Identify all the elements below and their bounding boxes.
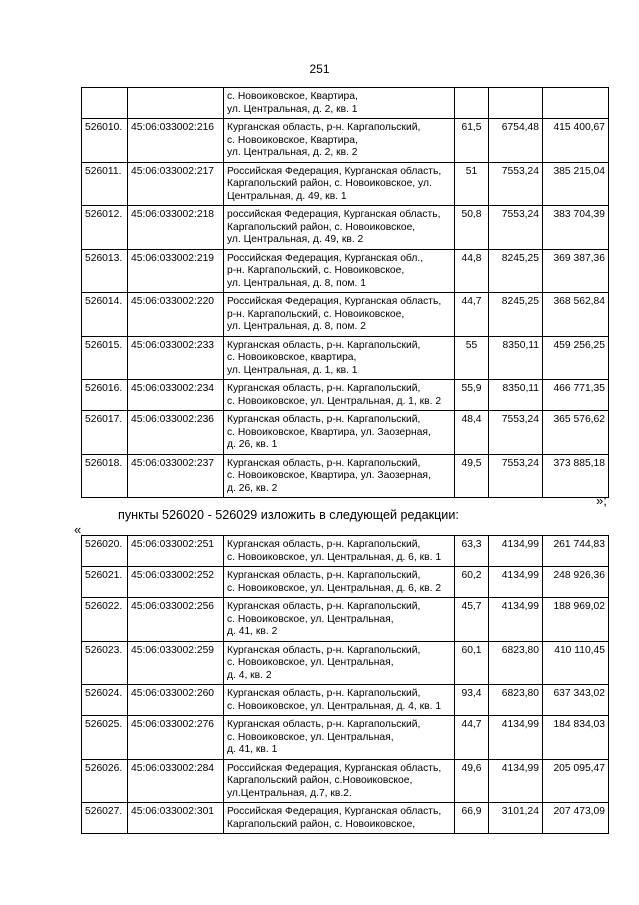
address-line: д. 4, кв. 2 [227, 669, 272, 681]
area-cell [455, 88, 489, 119]
address-line: Центральная, д. 49, кв. 1 [227, 190, 347, 202]
cadastral-number-cell: 45:06:033002:236 [128, 411, 224, 455]
area-cell: 45,7 [455, 598, 489, 642]
cadastral-number-cell: 45:06:033002:251 [128, 536, 224, 567]
cadastral-number-cell: 45:06:033002:219 [128, 249, 224, 293]
address-line: д. 26, кв. 1 [227, 439, 278, 450]
address-cell [224, 162, 455, 206]
table-row [82, 716, 609, 760]
table-row [82, 206, 609, 250]
table-row [82, 454, 609, 498]
address-line: с. Новоиковское, ул. Центральная, д. 1, кв. 2 [227, 395, 442, 407]
address-cell [224, 249, 455, 293]
total-value-cell: 369 387,36 [543, 249, 609, 293]
address-line: Курганская область, р-н. Каргапольский, [227, 601, 421, 612]
total-value-cell: 459 256,25 [543, 336, 609, 380]
total-value-cell: 385 215,04 [543, 162, 609, 206]
address-line: Курганская область, р-н. Каргапольский, [227, 457, 421, 469]
total-value-cell: 415 400,67 [543, 119, 609, 163]
address-line: с. Новоиковское, ул. Центральная, д. 6, кв. 1 [227, 551, 442, 563]
address-line: Каргапольский район, с. Новоиковское, ул. [227, 178, 432, 189]
cadastral-number-cell: 45:06:033002:256 [128, 598, 224, 642]
area-cell: 51 [455, 162, 489, 206]
unit-price-cell: 8350,11 [489, 336, 543, 380]
cadastral-number-cell: 45:06:033002:252 [128, 567, 224, 598]
address-line: Курганская область, р-н. Каргапольский, [227, 719, 421, 730]
address-cell [224, 206, 455, 250]
area-cell: 61,5 [455, 119, 489, 163]
address-line: р-н. Каргапольский, с. Новоиковское, [227, 308, 405, 320]
unit-price-cell: 4134,99 [489, 716, 543, 760]
address-cell [224, 454, 455, 498]
row-number-cell: 526012. [82, 206, 128, 250]
unit-price-cell: 7553,24 [489, 162, 543, 206]
total-value-cell: 373 885,18 [543, 454, 609, 498]
address-cell [224, 411, 455, 455]
address-cell [224, 567, 455, 598]
total-value-cell: 410 110,45 [543, 641, 609, 685]
address-cell [224, 803, 455, 834]
total-value-cell: 637 343,02 [543, 685, 609, 716]
table-row [82, 293, 609, 337]
closing-quote: »; [596, 493, 607, 508]
address-line: Курганская область, р-н. Каргапольский, [227, 414, 421, 425]
address-cell [224, 641, 455, 685]
table-row [82, 411, 609, 455]
amendment-instruction: пункты 526020 - 526029 изложить в следующей редакции: [118, 508, 459, 522]
row-number-cell: 526011. [82, 162, 128, 206]
table-body [82, 536, 609, 834]
row-number-cell: 526014. [82, 293, 128, 337]
opening-quote: « [74, 522, 82, 537]
unit-price-cell: 7553,24 [489, 454, 543, 498]
address-cell [224, 716, 455, 760]
address-line: с. Новоиковское, ул. Центральная, д. 4, кв. 1 [227, 700, 442, 712]
area-cell: 44,8 [455, 249, 489, 293]
address-line: ул. Центральная, д. 8, пом. 2 [227, 321, 366, 332]
page-number: 251 [309, 62, 330, 76]
address-line: д. 26, кв. 2 [227, 482, 278, 494]
address-line: ул.Центральная, д.7, кв.2. [227, 787, 352, 799]
address-line: ул. Центральная, д. 2, кв. 2 [227, 147, 358, 158]
area-cell: 66,9 [455, 803, 489, 834]
address-line: Курганская область, р-н. Каргапольский, [227, 122, 421, 133]
area-cell: 49,5 [455, 454, 489, 498]
table-row [82, 641, 609, 685]
unit-price-cell: 6823,80 [489, 685, 543, 716]
unit-price-cell: 6823,80 [489, 641, 543, 685]
address-line: Российская Федерация, Курганская область, [227, 762, 442, 774]
row-number-cell: 526017. [82, 411, 128, 455]
row-number-cell: 526025. [82, 716, 128, 760]
table-row [82, 380, 609, 411]
registry-table-upper [81, 87, 609, 498]
row-number-cell: 526013. [82, 249, 128, 293]
address-line: с. Новоиковское, Квартира, [227, 91, 358, 102]
total-value-cell: 205 095,47 [543, 759, 609, 803]
address-line: Курганская область, р-н. Каргапольский, [227, 383, 421, 394]
table-row [82, 685, 609, 716]
address-line: Курганская область, р-н. Каргапольский, [227, 688, 421, 699]
row-number-cell: 526010. [82, 119, 128, 163]
address-line: ул. Центральная, д. 2, кв. 1 [227, 103, 358, 115]
area-cell: 44,7 [455, 716, 489, 760]
area-cell: 55,9 [455, 380, 489, 411]
table-row [82, 803, 609, 834]
address-cell [224, 685, 455, 716]
unit-price-cell: 8245,25 [489, 249, 543, 293]
address-cell [224, 88, 455, 119]
address-cell [224, 293, 455, 337]
address-line: д. 41, кв. 1 [227, 744, 278, 755]
row-number-cell: 526024. [82, 685, 128, 716]
unit-price-cell: 3101,24 [489, 803, 543, 834]
address-line: Каргапольский район, с. Новоиковское, [227, 818, 416, 830]
address-line: ул. Центральная, д. 8, пом. 1 [227, 277, 366, 289]
row-number-cell: 526022. [82, 598, 128, 642]
table-body [82, 88, 609, 498]
row-number-cell [82, 88, 128, 119]
address-line: Курганская область, р-н. Каргапольский, [227, 539, 421, 550]
cadastral-number-cell: 45:06:033002:220 [128, 293, 224, 337]
cadastral-number-cell: 45:06:033002:260 [128, 685, 224, 716]
address-line: с. Новоиковское, квартира, [227, 352, 357, 363]
total-value-cell: 184 834,03 [543, 716, 609, 760]
address-line: Каргапольский район, с. Новоиковское, [227, 221, 416, 233]
row-number-cell: 526015. [82, 336, 128, 380]
address-cell [224, 380, 455, 411]
address-line: Российская Федерация, Курганская область, [227, 806, 442, 817]
area-cell: 50,8 [455, 206, 489, 250]
area-cell: 44,7 [455, 293, 489, 337]
table-row [82, 249, 609, 293]
table-row [82, 88, 609, 119]
area-cell: 63,3 [455, 536, 489, 567]
table-row [82, 759, 609, 803]
address-cell [224, 759, 455, 803]
unit-price-cell: 8350,11 [489, 380, 543, 411]
table-row [82, 336, 609, 380]
address-line: с. Новоиковское, ул. Центральная, [227, 657, 394, 668]
unit-price-cell: 6754,48 [489, 119, 543, 163]
unit-price-cell: 7553,24 [489, 206, 543, 250]
registry-table-lower [81, 535, 609, 834]
table-row [82, 567, 609, 598]
area-cell: 60,1 [455, 641, 489, 685]
area-cell: 49,6 [455, 759, 489, 803]
total-value-cell [543, 88, 609, 119]
address-line: Курганская область, р-н. Каргапольский, [227, 644, 421, 656]
address-line: с. Новоиковское, Квартира, [227, 134, 358, 146]
address-cell [224, 598, 455, 642]
address-line: с. Новоиковское, Квартира, ул. Заозерная, [227, 470, 431, 481]
unit-price-cell: 7553,24 [489, 411, 543, 455]
address-line: с. Новоиковское, ул. Центральная, [227, 613, 394, 625]
area-cell: 93,4 [455, 685, 489, 716]
address-line: р-н. Каргапольский, с. Новоиковское, [227, 265, 405, 276]
table-row [82, 119, 609, 163]
address-line: Курганская область, р-н. Каргапольский, [227, 339, 421, 351]
unit-price-cell: 4134,99 [489, 536, 543, 567]
address-line: д. 41, кв. 2 [227, 626, 278, 637]
address-cell [224, 336, 455, 380]
address-line: с. Новоиковское, Квартира, ул. Заозерная, [227, 426, 431, 438]
address-line: Российская Федерация, Курганская обл., [227, 252, 424, 264]
cadastral-number-cell: 45:06:033002:301 [128, 803, 224, 834]
row-number-cell: 526027. [82, 803, 128, 834]
total-value-cell: 368 562,84 [543, 293, 609, 337]
address-line: Российская Федерация, Курганская область, [227, 296, 442, 307]
unit-price-cell [489, 88, 543, 119]
total-value-cell: 383 704,39 [543, 206, 609, 250]
address-line: Каргапольский район, с.Новоиковское, [227, 775, 413, 786]
cadastral-number-cell: 45:06:033002:217 [128, 162, 224, 206]
row-number-cell: 526021. [82, 567, 128, 598]
cadastral-number-cell: 45:06:033002:259 [128, 641, 224, 685]
table-row [82, 598, 609, 642]
total-value-cell: 248 926,36 [543, 567, 609, 598]
address-line: с. Новоиковское, ул. Центральная, д. 6, кв. 2 [227, 582, 442, 594]
address-line: с. Новоиковское, ул. Центральная, [227, 731, 394, 743]
total-value-cell: 188 969,02 [543, 598, 609, 642]
total-value-cell: 207 473,09 [543, 803, 609, 834]
total-value-cell: 466 771,35 [543, 380, 609, 411]
cadastral-number-cell: 45:06:033002:233 [128, 336, 224, 380]
unit-price-cell: 4134,99 [489, 567, 543, 598]
total-value-cell: 261 744,83 [543, 536, 609, 567]
row-number-cell: 526018. [82, 454, 128, 498]
cadastral-number-cell: 45:06:033002:276 [128, 716, 224, 760]
table-row [82, 162, 609, 206]
address-line: российская Федерация, Курганская область, [227, 209, 441, 220]
address-cell [224, 536, 455, 567]
address-cell [224, 119, 455, 163]
address-line: Российская Федерация, Курганская область, [227, 165, 442, 177]
area-cell: 48,4 [455, 411, 489, 455]
area-cell: 60,2 [455, 567, 489, 598]
cadastral-number-cell: 45:06:033002:234 [128, 380, 224, 411]
row-number-cell: 526020. [82, 536, 128, 567]
unit-price-cell: 4134,99 [489, 759, 543, 803]
address-line: ул. Центральная, д. 49, кв. 2 [227, 234, 364, 245]
row-number-cell: 526016. [82, 380, 128, 411]
cadastral-number-cell: 45:06:033002:218 [128, 206, 224, 250]
total-value-cell: 365 576,62 [543, 411, 609, 455]
area-cell: 55 [455, 336, 489, 380]
unit-price-cell: 4134,99 [489, 598, 543, 642]
cadastral-number-cell: 45:06:033002:237 [128, 454, 224, 498]
row-number-cell: 526026. [82, 759, 128, 803]
address-line: ул. Центральная, д. 1, кв. 1 [227, 364, 358, 376]
unit-price-cell: 8245,25 [489, 293, 543, 337]
cadastral-number-cell [128, 88, 224, 119]
table-row [82, 536, 609, 567]
cadastral-number-cell: 45:06:033002:216 [128, 119, 224, 163]
row-number-cell: 526023. [82, 641, 128, 685]
cadastral-number-cell: 45:06:033002:284 [128, 759, 224, 803]
address-line: Курганская область, р-н. Каргапольский, [227, 570, 421, 581]
